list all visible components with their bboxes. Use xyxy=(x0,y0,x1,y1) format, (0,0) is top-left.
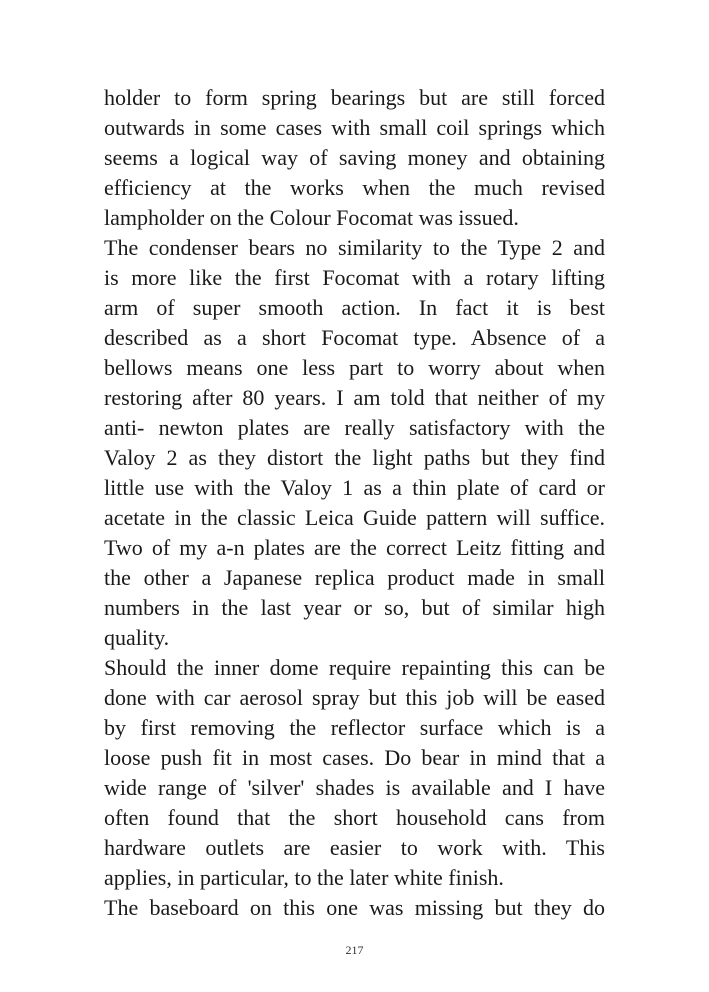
text-line: The baseboard on this one was missing but they do xyxy=(104,895,605,920)
text-line: seems a logical way of saving money and obtaining xyxy=(104,145,605,170)
text-line: Should the inner dome require repainting this can be xyxy=(104,655,605,680)
text-line: the other a Japanese replica product made in small xyxy=(104,565,605,590)
text-line: is more like the first Focomat with a rotary lifting xyxy=(104,265,605,290)
text-line: The condenser bears no similarity to the Type 2 and xyxy=(104,235,605,260)
text-line: numbers in the last year or so, but of similar high xyxy=(104,595,605,620)
text-line: lampholder on the Colour Focomat was issued. xyxy=(104,205,519,230)
page-body xyxy=(104,83,605,923)
text-line: anti- newton plates are really satisfactory with the xyxy=(104,415,605,440)
text-line: done with car aerosol spray but this job will be eased xyxy=(104,685,605,710)
paragraph-condenser xyxy=(104,233,605,653)
text-line: wide range of 'silver' shades is available and I have xyxy=(104,775,605,800)
paragraph-baseboard xyxy=(104,893,605,923)
text-line: quality. xyxy=(104,625,170,650)
text-line: acetate in the classic Leica Guide pattern will suffice. xyxy=(104,505,605,530)
text-line: by first removing the reflector surface which is a xyxy=(104,715,605,740)
text-line: Two of my a-n plates are the correct Leitz fitting and xyxy=(104,535,605,560)
text-line: efficiency at the works when the much revised xyxy=(104,175,605,200)
paragraph-lampholder xyxy=(104,83,605,233)
text-line: outwards in some cases with small coil springs which xyxy=(104,115,605,140)
text-line: restoring after 80 years. I am told that neither of my xyxy=(104,385,605,410)
text-line: bellows means one less part to worry about when xyxy=(104,355,605,380)
text-line: loose push fit in most cases. Do bear in mind that a xyxy=(104,745,605,770)
paragraph-inner-dome xyxy=(104,653,605,893)
text-line: applies, in particular, to the later white finish. xyxy=(104,865,504,890)
text-line: holder to form spring bearings but are still forced xyxy=(104,85,605,110)
text-line: hardware outlets are easier to work with. This xyxy=(104,835,605,860)
text-line: Valoy 2 as they distort the light paths but they find xyxy=(104,445,605,470)
text-line: often found that the short household cans from xyxy=(104,805,605,830)
text-line: little use with the Valoy 1 as a thin plate of card or xyxy=(104,475,605,500)
text-line: arm of super smooth action. In fact it is best xyxy=(104,295,605,320)
text-line: described as a short Focomat type. Absence of a xyxy=(104,325,605,350)
page-number: 217 xyxy=(345,943,364,957)
